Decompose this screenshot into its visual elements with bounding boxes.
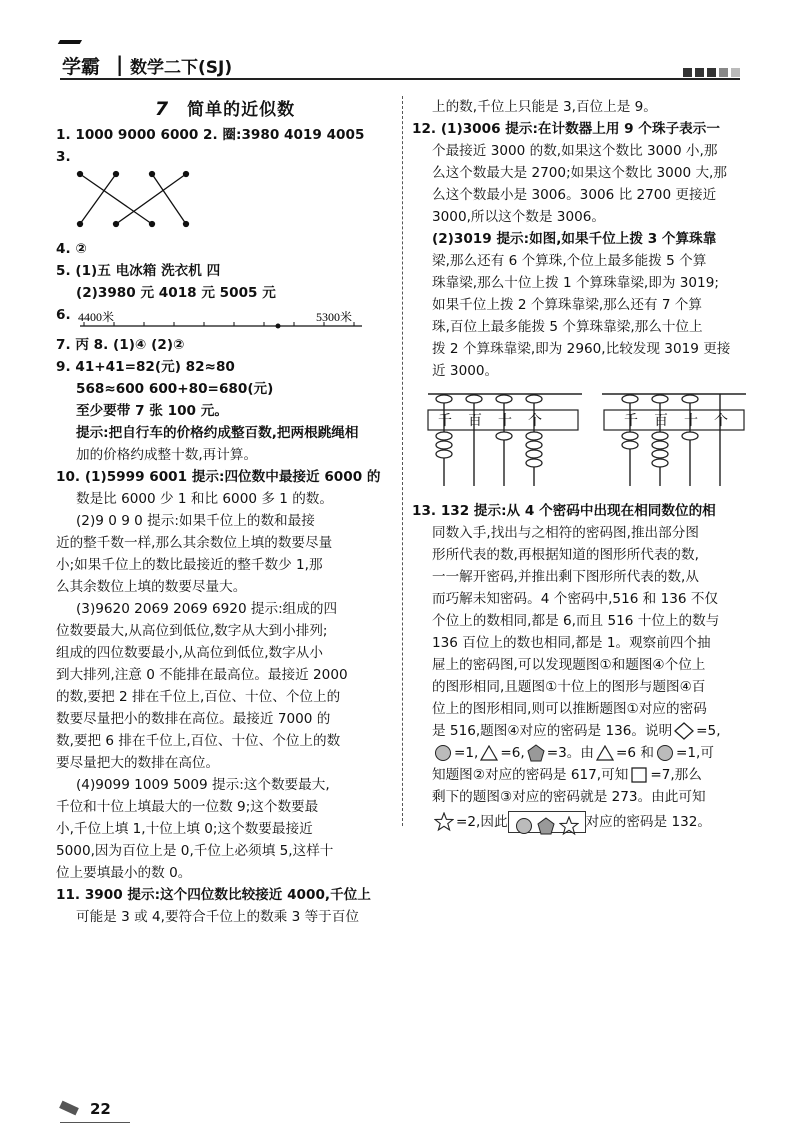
hint-line: 千位和十位上填最大的一位数 9;这个数要最 bbox=[56, 799, 319, 815]
left-column bbox=[56, 96, 394, 928]
hint-line: 么这个数最大是 2700;如果这个数比 3000 大,那 bbox=[432, 165, 727, 181]
abacus-pair bbox=[412, 388, 748, 490]
text-fragment: =5, bbox=[696, 723, 721, 739]
header-separator: | bbox=[116, 52, 124, 76]
hint-line: 剩下的题图③对应的密码就是 273。由此可知 bbox=[432, 789, 706, 805]
hint-line: 个最接近 3000 的数,如果这个数比 3000 小,那 bbox=[432, 143, 718, 159]
answer-line: (2)3980 元 4018 元 5005 元 bbox=[76, 285, 276, 301]
numline-right-label: 5300米 bbox=[316, 310, 353, 324]
page-header bbox=[60, 44, 740, 84]
page-footer bbox=[60, 1100, 160, 1130]
chapter-title bbox=[56, 96, 394, 124]
pentagon-icon bbox=[527, 744, 545, 762]
abacus2-label-hundreds: 百 bbox=[654, 413, 668, 429]
hint-line: (4)9099 1009 5009 提示:这个数要最大, bbox=[76, 777, 330, 793]
hint-line: 数是比 6000 少 1 和比 6000 多 1 的数。 bbox=[76, 491, 333, 507]
diamond-icon bbox=[674, 722, 694, 740]
answer-number: 6. bbox=[56, 307, 71, 323]
hint-line: 如果千位上拨 2 个算珠靠梁,那么还有 7 个算 bbox=[432, 297, 702, 313]
abacus-figures bbox=[412, 388, 748, 490]
hint-line: 位数要最大,从高位到低位,数字从大到小排列; bbox=[56, 623, 328, 639]
text-fragment: =7,那么 bbox=[650, 767, 702, 783]
circle-icon bbox=[434, 744, 452, 762]
hint-line: 近的整千数一样,那么其余数位上填的数要尽量 bbox=[56, 535, 333, 551]
hint-line: 梁,那么还有 6 个算珠,个位上最多能拨 5 个算 bbox=[432, 253, 707, 269]
abacus1-label-tens: 十 bbox=[498, 413, 512, 429]
chapter-name: 简单的近似数 bbox=[187, 100, 296, 120]
matching-lines bbox=[74, 168, 194, 232]
hint-line: 珠,百位上最多能拨 5 个算珠靠梁,那么十位上 bbox=[432, 319, 703, 335]
header-rule bbox=[60, 78, 740, 80]
answer-line: 13. 132 提示:从 4 个密码中出现在相同数位的相 bbox=[412, 503, 716, 519]
hint-line: 位上要填最小的数 0。 bbox=[56, 865, 192, 881]
number-line bbox=[56, 304, 394, 334]
page-number: 22 bbox=[90, 1100, 111, 1118]
hint-line: 5000,因为百位上是 0,千位上必须填 5,这样十 bbox=[56, 843, 334, 859]
text-fragment: =6, bbox=[500, 745, 525, 761]
hint-line: (2)9 0 9 0 提示:如果千位上的数和最接 bbox=[76, 513, 315, 529]
book-title: 数学二下(SJ) bbox=[130, 58, 233, 78]
hint-line bbox=[412, 808, 748, 836]
hint-line: 拨 2 个算珠靠梁,即为 2960,比较发现 3019 更接 bbox=[432, 341, 731, 357]
answer-line: 10. (1)5999 6001 提示:四位数中最接近 6000 的 bbox=[56, 469, 381, 485]
abacus1-label-thousands: 千 bbox=[438, 413, 452, 429]
answer-line: 4. ② bbox=[56, 241, 87, 257]
answer-line: 568≈600 600+80=680(元) bbox=[76, 381, 274, 397]
text-fragment: 对应的密码是 132。 bbox=[585, 814, 711, 830]
right-column bbox=[412, 96, 748, 836]
hint-line: 组成的四位数要最小,从高位到低位,数字从小 bbox=[56, 645, 323, 661]
hint-line: 位上的图形相同,则可以推断题图①对应的密码 bbox=[432, 701, 707, 717]
column-divider bbox=[402, 96, 403, 826]
answer-line: 1. 1000 9000 6000 2. 圈:3980 4019 4005 bbox=[56, 127, 365, 143]
hint-line: 一一解开密码,并推出剩下图形所代表的数,从 bbox=[432, 569, 699, 585]
square-icon bbox=[630, 766, 648, 784]
answer-line: 至少要带 7 张 100 元。 bbox=[76, 403, 228, 419]
chapter-number: 7 bbox=[154, 98, 170, 120]
hint-line: 136 百位上的数也相同,都是 1。观察前四个抽 bbox=[432, 635, 711, 651]
triangle-icon bbox=[596, 745, 614, 761]
hint-line: 加的价格约成整十数,再计算。 bbox=[76, 447, 258, 463]
password-box bbox=[508, 811, 586, 833]
numline-left-label: 4400米 bbox=[78, 310, 115, 324]
hint-line bbox=[412, 742, 748, 764]
hint-line: (3)9620 2069 2069 6920 提示:组成的四 bbox=[76, 601, 338, 617]
pencil-icon bbox=[59, 1101, 79, 1116]
text-fragment: =2,因此 bbox=[456, 814, 508, 830]
circle-icon bbox=[656, 744, 674, 762]
hint-line: 珠靠梁,那么十位上拨 1 个算珠靠梁,即为 3019; bbox=[432, 275, 719, 291]
hint-line: 同数入手,找出与之相符的密码图,推出部分图 bbox=[432, 525, 699, 541]
abacus1-label-ones: 个 bbox=[528, 413, 542, 429]
text-fragment: 知题图②对应的密码是 617,可知 bbox=[432, 767, 629, 783]
numline-point bbox=[276, 324, 281, 329]
hint-line: 数,要把 6 排在千位上,百位、十位、个位上的数 bbox=[56, 733, 341, 749]
hint-line bbox=[412, 764, 748, 786]
abacus2-label-tens: 十 bbox=[684, 413, 698, 429]
answer-line: 7. 丙 8. (1)④ (2)② bbox=[56, 337, 185, 353]
hint-line: 到大排列,注意 0 不能排在最高位。最接近 2000 bbox=[56, 667, 348, 683]
hint-line: 要尽量把大的数排在高位。 bbox=[56, 755, 220, 771]
abacus1-label-hundreds: 百 bbox=[468, 413, 482, 429]
text-fragment: =1, bbox=[454, 745, 479, 761]
answer-line: 3. bbox=[56, 149, 71, 165]
hint-line: 个位上的数相同,都是 6,而且 516 十位上的数与 bbox=[432, 613, 720, 629]
abacus2-label-ones: 个 bbox=[714, 413, 728, 429]
hint-line: 小,千位上填 1,十位上填 0;这个数要最接近 bbox=[56, 821, 313, 837]
circle-icon bbox=[515, 817, 533, 835]
hint-line: 提示:把自行车的价格约成整百数,把两根跳绳相 bbox=[76, 425, 359, 441]
hint-line: 而巧解未知密码。4 个密码中,516 和 136 不仅 bbox=[432, 591, 719, 607]
answer-line: 5. (1)五 电冰箱 洗衣机 四 bbox=[56, 263, 221, 279]
answer-line: (2)3019 提示:如图,如果千位上拨 3 个算珠靠 bbox=[432, 231, 717, 247]
hint-line bbox=[412, 720, 748, 742]
hint-line: 的数,要把 2 排在千位上,百位、十位、个位上的 bbox=[56, 689, 341, 705]
text-fragment: =6 和 bbox=[615, 745, 654, 761]
number-line-graphic bbox=[56, 304, 394, 334]
footer-rule bbox=[60, 1122, 130, 1123]
triangle-icon bbox=[480, 745, 498, 761]
answer-line: 9. 41+41=82(元) 82≈80 bbox=[56, 359, 235, 375]
text-fragment: =1,可 bbox=[675, 745, 714, 761]
hint-line: 小;如果千位上的数比最接近的整千数少 1,那 bbox=[56, 557, 323, 573]
abacus2-label-thousands: 千 bbox=[624, 413, 638, 429]
pentagon-icon bbox=[537, 817, 555, 835]
hint-line: 数要尽量把小的数排在高位。最接近 7000 的 bbox=[56, 711, 331, 727]
hint-line: 近 3000。 bbox=[432, 363, 499, 379]
text-fragment: 是 516,题图④对应的密码是 136。说明 bbox=[432, 723, 673, 739]
star-icon bbox=[559, 816, 579, 836]
brand-logo: 学霸 bbox=[62, 56, 101, 78]
hint-line: 么这个数最小是 3006。3006 比 2700 更接近 bbox=[432, 187, 717, 203]
hint-line: 形所代表的数,再根据知道的图形所代表的数, bbox=[432, 547, 699, 563]
answer-line: 11. 3900 提示:这个四位数比较接近 4000,千位上 bbox=[56, 887, 371, 903]
hint-line: 3000,所以这个数是 3006。 bbox=[432, 209, 605, 225]
hint-line: 么其余数位上填的数要尽量大。 bbox=[56, 579, 247, 595]
text-fragment: =3。由 bbox=[546, 745, 594, 761]
hint-line: 上的数,千位上只能是 3,百位上是 9。 bbox=[432, 99, 657, 115]
matching-diagram bbox=[56, 168, 394, 238]
hint-line: 可能是 3 或 4,要符合千位上的数乘 3 等于百位 bbox=[76, 909, 359, 925]
star-icon bbox=[434, 812, 454, 832]
hint-line: 屉上的密码图,可以发现题图①和题图④个位上 bbox=[432, 657, 706, 673]
hint-line: 的图形相同,且题图①十位上的图形与题图④百 bbox=[432, 679, 706, 695]
answer-line: 12. (1)3006 提示:在计数器上用 9 个珠子表示一 bbox=[412, 121, 720, 137]
